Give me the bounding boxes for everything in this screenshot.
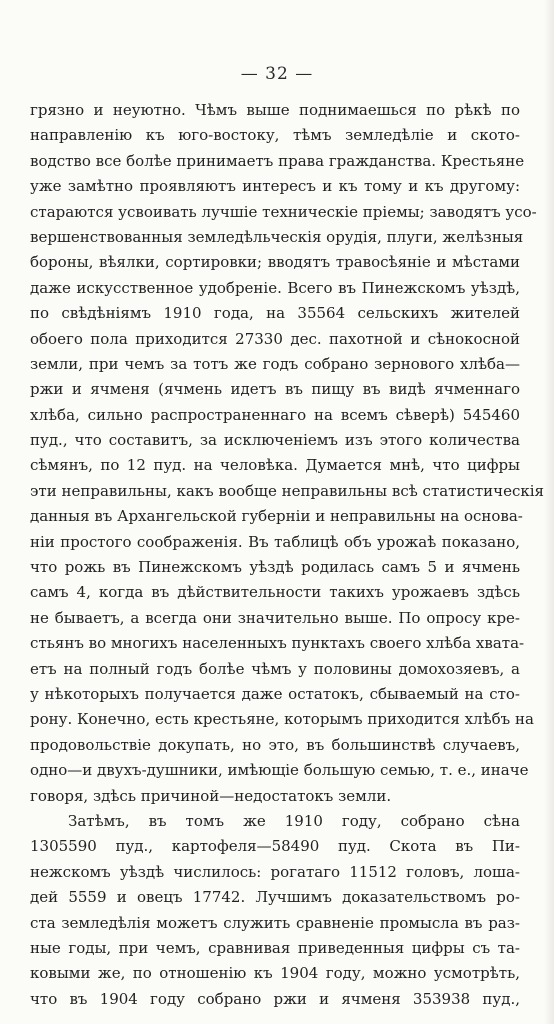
- text-line: одно—и двухъ-душники, имѣющіе большую семью, т. е., иначе: [30, 761, 529, 780]
- text-line: ные годы, при чемъ, сравнивая приведенныя цифры съ та-: [30, 938, 520, 957]
- page-edge-shadow: [544, 0, 554, 1024]
- text-line: стьянъ во многихъ населенныхъ пунктахъ своего хлѣба хватa-: [30, 634, 525, 653]
- text-line: ніи простого соображенія. Въ таблицѣ объ урожаѣ показано,: [30, 532, 520, 551]
- text-line: направленію къ юго-востоку, тѣмъ земледѣліе и ското-: [30, 126, 520, 145]
- text-line: водство все болѣе принимаетъ права гражданства. Крестьяне: [30, 151, 525, 170]
- text-line: обоего пола приходится 27330 дес. пахотной и сѣнокосной: [30, 329, 520, 348]
- text-line: ковыми же, по отношенію къ 1904 году, можно усмотрѣть,: [30, 964, 520, 983]
- text-line: земли, при чемъ за тотъ же годъ собрано зернового хлѣба—: [30, 354, 520, 373]
- text-line: пуд., что составитъ, за исключеніемъ изъ этого количества: [30, 431, 520, 450]
- text-line: ржи и ячменя (ячмень идетъ въ пищу въ видѣ ячменнаго: [30, 380, 520, 399]
- body-text: [30, 98, 545, 1012]
- paragraph-end-line: говоря, здѣсь причиной—недостатокъ земли.: [30, 786, 392, 805]
- text-line: грязно и неуютно. Чѣмъ выше поднимаешься по рѣкѣ по: [30, 101, 520, 119]
- text-line: стараются усвоивать лучшіе техническіе пріемы; заводятъ усо-: [30, 202, 537, 221]
- text-line: ста земледѣлія можетъ служить сравненіе промысла въ раз-: [30, 913, 520, 932]
- text-line: даже искусственное удобреніе. Всего въ Пинежскомъ уѣздѣ,: [30, 278, 520, 297]
- text-line: не бываетъ, а всегда они значительно выше. По опросу кре-: [30, 608, 520, 627]
- text-line: что въ 1904 году собрано ржи и ячменя 353938 пуд.,: [30, 989, 520, 1008]
- text-line: вершенствованныя земледѣльческія орудія, плуги, желѣзныя: [30, 227, 524, 246]
- text-line: самъ 4, когда въ дѣйствительности такихъ урожаевъ здѣсь: [30, 583, 520, 602]
- page-number: — 32 —: [240, 64, 314, 84]
- text-line: эти неправильны, какъ вообще неправильны всѣ статистическія: [30, 481, 545, 500]
- text-line: 1305590 пуд., картофеля—58490 пуд. Скота въ Пи-: [30, 837, 520, 856]
- text-line: бороны, вѣялки, сортировки; вводятъ травосѣяніе и мѣстами: [30, 253, 520, 272]
- text-line: данныя въ Архангельской губерніи и неправильны на основа-: [30, 507, 523, 526]
- text-line: по свѣдѣніямъ 1910 года, на 35564 сельскихъ жителей: [30, 304, 520, 323]
- text-line: сѣмянъ, по 12 пуд. на человѣка. Думается мнѣ, что цифры: [30, 456, 520, 475]
- text-line: нежскомъ уѣздѣ числилось: рогатаго 11512 головъ, лоша-: [30, 862, 520, 881]
- text-line: хлѣба, сильно распространеннаго на всемъ сѣверѣ) 545460: [30, 405, 520, 424]
- text-line: продовольствіе докупать, но это, въ большинствѣ случаевъ,: [30, 735, 520, 754]
- text-line: етъ на полный годъ болѣе чѣмъ у половины домохозяевъ, а: [30, 659, 520, 678]
- text-line: дей 5559 и овецъ 17742. Лучшимъ доказательствомъ ро-: [30, 888, 520, 907]
- text-line: у нѣкоторыхъ получается даже остатокъ, сбываемый на сто-: [30, 684, 520, 703]
- text-line: что рожь въ Пинежскомъ уѣздѣ родилась самъ 5 и ячмень: [30, 558, 520, 577]
- text-line: рону. Конечно, есть крестьяне, которымъ приходится хлѣбъ на: [30, 710, 534, 729]
- text-line: уже замѣтно проявляютъ интересъ и къ тому и къ другому:: [30, 177, 520, 196]
- paragraph-start-line: Затѣмъ, въ томъ же 1910 году, собрано сѣна: [68, 811, 520, 830]
